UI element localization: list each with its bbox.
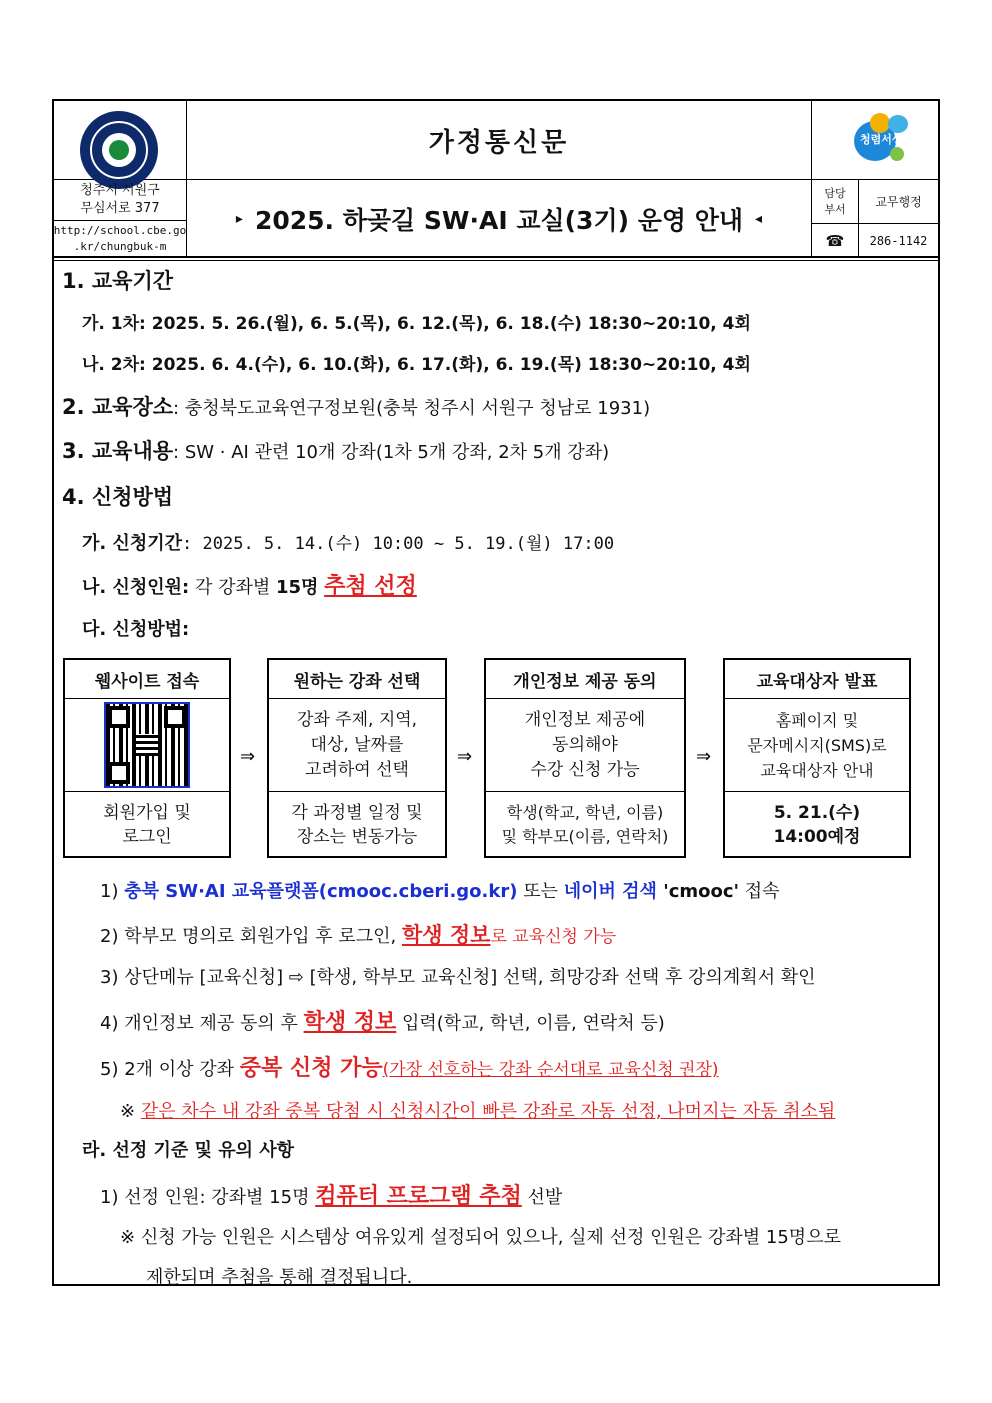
- step-select-course: 원하는 강좌 선택 강좌 주제, 지역, 대상, 날짜를 고려하여 선택 각 과정별 일정 및 장소는 변동가능: [267, 658, 447, 858]
- section-3: [62, 435, 609, 465]
- step-privacy-consent: 개인정보 제공 동의 개인정보 제공에 동의해야 수강 신청 가능 학생(학교, 학년, 이름) 및 학부모(이름, 연락처): [484, 658, 686, 858]
- main-title: ▸ 2025. 하곶길 SW·AI 교실(3기) 운영 안내 ◂: [235, 205, 763, 235]
- section-3-heading: 3. 교육내용: [62, 439, 174, 463]
- school-url[interactable]: http://school.cbe.go .kr/chungbuk-m: [53, 224, 187, 253]
- newsletter-title: 가정통신문: [428, 127, 570, 158]
- qr-code-icon[interactable]: [104, 702, 190, 788]
- note-3: 3) 상단메뉴 [교육신청] ⇨ [학생, 학부모 교육신청] 선택, 희망강좌 선택 후 강의계획서 확인: [100, 967, 816, 988]
- header-table: [54, 101, 938, 258]
- brand-logo: [854, 111, 910, 171]
- flow-arrow: ⇒: [240, 746, 256, 767]
- flow-arrow: ⇒: [457, 746, 473, 767]
- school-logo: [80, 111, 158, 189]
- lottery-highlight: 추첨 선정: [324, 574, 417, 599]
- dept-label: 담당 부서: [824, 186, 846, 216]
- apply-period: 가. 신청기간: 2025. 5. 14.(수) 10:00 ~ 5. 19.(월) 17:00: [82, 533, 615, 554]
- apply-quota: 나. 신청인원: 각 강좌별 15명 추첨 선정: [82, 574, 417, 599]
- platform-link[interactable]: 충북 SW·AI 교육플랫폼(cmooc.cberi.go.kr): [124, 881, 518, 902]
- criteria-note: ※ 신청 가능 인원은 시스템상 여유있게 설정되어 있으나, 실제 선정 인원은 강좌별 15명으로: [120, 1227, 841, 1248]
- flow-arrow: ⇒: [696, 746, 712, 767]
- dept-value: 교무행정: [875, 195, 922, 209]
- section-2: [62, 391, 650, 421]
- step-announcement: 교육대상자 발표 홈페이지 및 문자메시지(SMS)로 교육대상자 안내 5. 21.(수) 14:00예정: [723, 658, 911, 858]
- section-1-heading: 1. 교육기간: [62, 269, 174, 293]
- brand-logo-text: 청렴서상: [860, 133, 903, 146]
- criteria-1: 1) 선정 인원: 강좌별 15명 컴퓨터 프로그램 추첨 선발: [100, 1184, 563, 1209]
- document-frame: [52, 99, 940, 1286]
- criteria-heading: 라. 선정 기준 및 유의 사항: [82, 1140, 295, 1161]
- section-2-value: : 충청북도교육연구정보원(충북 청주시 서원구 청남로 1931): [173, 398, 651, 419]
- step-website: 웹사이트 접속 회원가입 및 로그인: [63, 658, 231, 858]
- address: 청주시 서원구 무심서로 377: [80, 183, 160, 216]
- section-3-value: : SW · AI 관련 10개 강좌(1차 5개 강좌, 2차 5개 강좌): [173, 442, 610, 463]
- criteria-note-line-2: 제한되며 추첨을 통해 결정됩니다.: [146, 1267, 413, 1288]
- section-2-heading: 2. 교육장소: [62, 395, 174, 419]
- note-1: 1) 충북 SW·AI 교육플랫폼(cmooc.cberi.go.kr) 또는 네이버 검색 'cmooc' 접속: [100, 881, 780, 902]
- section-4-heading: 4. 신청방법: [62, 485, 174, 509]
- phone-number: 286-1142: [869, 233, 928, 248]
- note-2: 2) 학부모 명의로 회원가입 후 로그인, 학생 정보로 교육신청 가능: [100, 923, 617, 947]
- duplicate-warning: ※ 같은 차수 내 강좌 중복 당첨 시 신청시간이 빠른 강좌로 자동 선정, 나머지는 자동 취소됨: [120, 1101, 836, 1122]
- apply-method-label: 다. 신청방법:: [82, 619, 190, 640]
- period-line-1: 가. 1차: 2025. 5. 26.(월), 6. 5.(목), 6. 12.(목), 6. 18.(수) 18:30~20:10, 4회: [82, 314, 751, 334]
- note-4: 4) 개인정보 제공 동의 후 학생 정보 입력(학교, 학년, 이름, 연락처 등): [100, 1010, 665, 1035]
- note-5: 5) 2개 이상 강좌 중복 신청 가능(가장 선호하는 강좌 순서대로 교육신청 권장): [100, 1056, 719, 1081]
- period-line-2: 나. 2차: 2025. 6. 4.(수), 6. 10.(화), 6. 17.(화), 6. 19.(목) 18:30~20:10, 4회: [82, 355, 751, 375]
- phone-icon: ☎: [825, 231, 845, 250]
